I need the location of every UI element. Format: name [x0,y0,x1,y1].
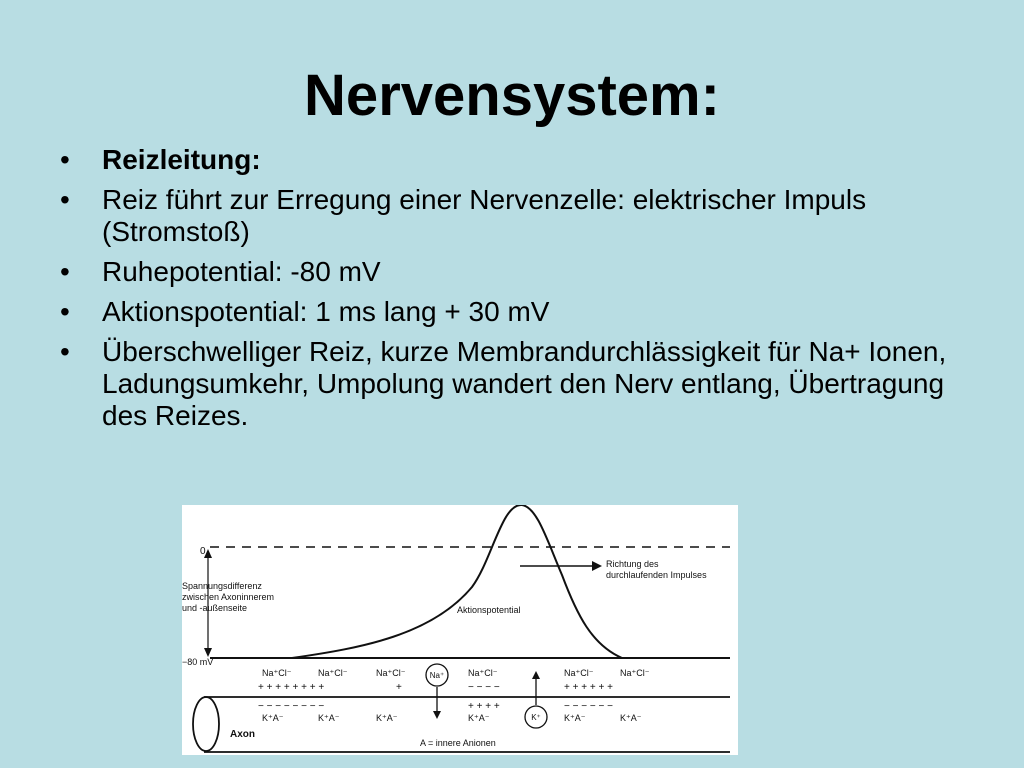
arrow-down-icon [433,711,441,719]
arrow-down-icon [204,648,212,657]
k-label: K⁺A⁻ [262,713,284,723]
axon-label: Axon [230,729,255,740]
charge-row: + + + + [468,701,500,712]
peak-label: Aktionspotential [457,605,521,615]
axon-end-ellipse [193,697,219,751]
zero-label: 0 [200,546,206,557]
bullet-text: Ruhepotential: -80 mV [102,256,381,287]
bullet-text: Reizleitung: [102,144,261,175]
arrow-right-icon [592,561,602,571]
bullet-item [60,336,980,432]
k-label: K⁺A⁻ [468,713,490,723]
direction-label-line: durchlaufenden Impulses [606,570,707,580]
charge-row: + + + + + + + + [258,682,325,693]
k-circle-label: K⁺ [531,713,541,722]
slide-title: Nervensystem: [304,63,720,128]
bullet-item [60,296,980,328]
charge-row: − − − − [468,682,500,693]
ion-label: Na⁺Cl⁻ [318,668,348,678]
axis-label-line: Spannungsdifferenz [182,581,262,591]
ion-label: Na⁺Cl⁻ [620,668,650,678]
arrow-up-icon [532,671,540,679]
ion-label: Na⁺Cl⁻ [468,668,498,678]
bullet-item [60,256,980,288]
ion-label: Na⁺Cl⁻ [262,668,292,678]
k-label: K⁺A⁻ [620,713,642,723]
action-potential-curve [292,505,622,658]
charge-row: − − − − − − − − [258,701,325,712]
charge-row: + [396,682,402,693]
charge-row: + + + + + + [564,682,613,693]
ion-label: Na⁺Cl⁻ [564,668,594,678]
charge-row: − − − − − − [564,701,613,712]
axis-label-line: zwischen Axoninnerem [182,592,275,602]
na-circle-label: Na⁺ [429,671,445,680]
anion-note: A = innere Anionen [420,738,496,748]
figure-svg [182,505,738,755]
ion-label: Na⁺Cl⁻ [376,668,406,678]
k-label: K⁺A⁻ [318,713,340,723]
action-potential-figure [182,505,738,755]
bullet-text: Überschwelliger Reiz, kurze Membrandurchlässigkeit für Na+ Ionen, Ladungsumkehr, Umpolung wandert den Nerv entlang, Übertragung des Reizes. [102,336,947,431]
direction-label-line: Richtung des [606,559,659,569]
k-label: K⁺A⁻ [376,713,398,723]
minus80-label: −80 mV [182,657,214,667]
axis-label-line: und -außenseite [182,603,248,613]
k-label: K⁺A⁻ [564,713,586,723]
bullet-item [60,184,980,248]
bullet-item [60,144,980,176]
bullet-text: Aktionspotential: 1 ms lang + 30 mV [102,296,550,327]
bullet-text: Reiz führt zur Erregung einer Nervenzelle: elektrischer Impuls (Stromstoß) [102,184,867,247]
bullet-list [60,144,980,440]
